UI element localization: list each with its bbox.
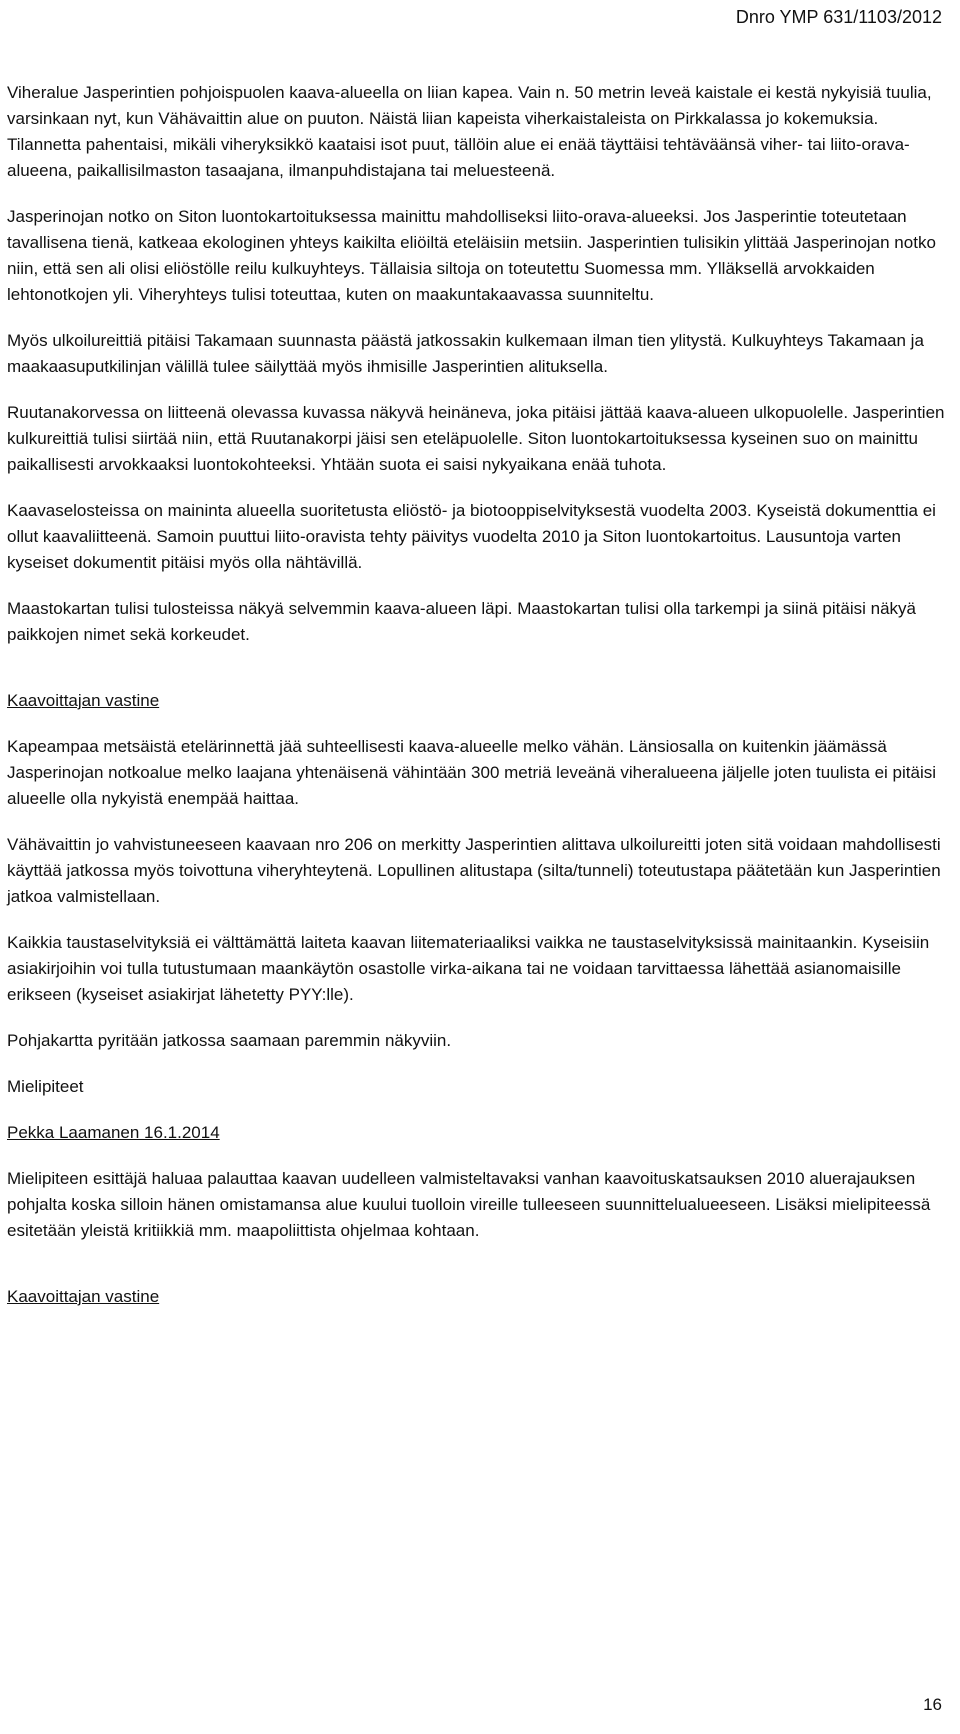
section-label: Mielipiteet	[7, 1077, 84, 1096]
paragraph: Vähävaittin jo vahvistuneeseen kaavaan nro 206 on merkitty Jasperintien alittava ulkoilureitti joten sitä voidaan mahdollisesti käyttää jatkossa myös toivottuna viheryhteytenä. Lopullinen alitustapa (silta/tunneli) toteutustapa päätetään kun Jasperintien jatkoa valmistellaan.	[7, 835, 941, 906]
paragraph: Kaavaselosteissa on maininta alueella suoritetusta eliöstö- ja biotooppiselvityksestä vuodelta 2003. Kyseistä dokumenttia ei ollut kaavaliitteenä. Samoin puuttui liito-oravista tehty päivitys vuodelta 2010 ja Siton luontokartoitus. Lausuntoja varten kyseiset dokumentit pitäisi myös olla nähtävillä.	[7, 501, 936, 572]
document-reference: Dnro YMP 631/1103/2012	[735, 7, 942, 27]
paragraph: Pohjakartta pyritään jatkossa saamaan paremmin näkyviin.	[7, 1031, 452, 1050]
document-body	[7, 80, 953, 1330]
paragraph: Ruutanakorvessa on liitteenä olevassa kuvassa näkyvä heinäneva, joka pitäisi jättää kaava-alueen ulkopuolelle. Jasperintien kulkureittiä tulisi siirtää niin, että Ruutanakorpi jäisi sen eteläpuolelle. Siton luontokartoituksessa kyseinen suo on mainittu paikallisesti arvokkaaksi luontokohteeksi. Yhtään suota ei saisi nykyaikana enää tuhota.	[7, 403, 945, 474]
paragraph: Kapeampaa metsäistä etelärinnettä jää suhteellisesti kaava-alueelle melko vähän. Länsiosalla on kuitenkin jäämässä Jasperinojan notkoalue melko laajana yhtenäisenä vähintään 300 metriä leveänä viheralueena jäljelle joten tuulista ei pitäisi alueelle olla nykyistä enempää haittaa.	[7, 737, 936, 808]
paragraph: Myös ulkoilureittiä pitäisi Takamaan suunnasta päästä jatkossakin kulkemaan ilman tien ylitystä. Kulkuyhteys Takamaan ja maakaasuputkilinjan välillä tulee säilyttää myös ihmisille Jasperintien alituksella.	[7, 331, 924, 376]
paragraph: Maastokartan tulisi tulosteissa näkyä selvemmin kaava-alueen läpi. Maastokartan tulisi olla tarkempi ja siinä pitäisi näkyä paikkojen nimet sekä korkeudet.	[7, 599, 916, 644]
paragraph: Jasperinojan notko on Siton luontokartoituksessa mainittu mahdolliseksi liito-orava-alueeksi. Jos Jasperintie toteutetaan tavallisena tienä, katkeaa ekologinen yhteys kaikilta eliöiltä eteläisiin metsiin. Jasperintien tulisikin ylittää Jasperinojan notko niin, että sen ali olisi eliöstölle reilu kulkuyhteys. Tällaisia siltoja on toteutettu Suomessa mm. Ylläksellä arvokkaiden lehtonotkojen yli. Viheryhteys tulisi toteuttaa, kuten on maakuntakaavassa suunniteltu.	[7, 207, 936, 304]
paragraph: Mielipiteen esittäjä haluaa palauttaa kaavan uudelleen valmisteltavaksi vanhan kaavoituskatsauksen 2010 aluerajauksen pohjalta koska silloin hänen omistamansa alue kuului tuolloin vireille tulleeseen suunnittelualueeseen. Lisäksi mielipiteessä esitetään yleistä kritiikkiä mm. maapoliittista ohjelmaa kohtaan.	[7, 1169, 931, 1240]
paragraph: Viheralue Jasperintien pohjoispuolen kaava-alueella on liian kapea. Vain n. 50 metrin leveä kaistale ei kestä nykyisiä tuulia, varsinkaan nyt, kun Vähävaittin alue on puuton. Näistä liian kapeista viherkaistaleista on Pirkkalassa jo kokemuksia. Tilannetta pahentaisi, mikäli viheryksikkö kaataisi isot puut, tällöin alue ei enää täyttäisi tehtäväänsä viher- tai liito-orava-alueena, paikallisilmaston tasaajana, ilmanpuhdistajana tai meluesteenä.	[7, 83, 932, 180]
page-number: 16	[923, 1695, 942, 1714]
response-heading: Kaavoittajan vastine	[7, 691, 160, 710]
response-heading: Kaavoittajan vastine	[7, 1287, 160, 1306]
opinion-author-heading: Pekka Laamanen 16.1.2014	[7, 1123, 220, 1142]
paragraph: Kaikkia taustaselvityksiä ei välttämättä laiteta kaavan liitemateriaaliksi vaikka ne taustaselvityksissä mainitaankin. Kyseisiin asiakirjoihin voi tulla tutustumaan maankäytön osastolle virka-aikana tai ne voidaan tarvittaessa lähettää asianomaisille erikseen (kyseiset asiakirjat lähetetty PYY:lle).	[7, 933, 930, 1004]
